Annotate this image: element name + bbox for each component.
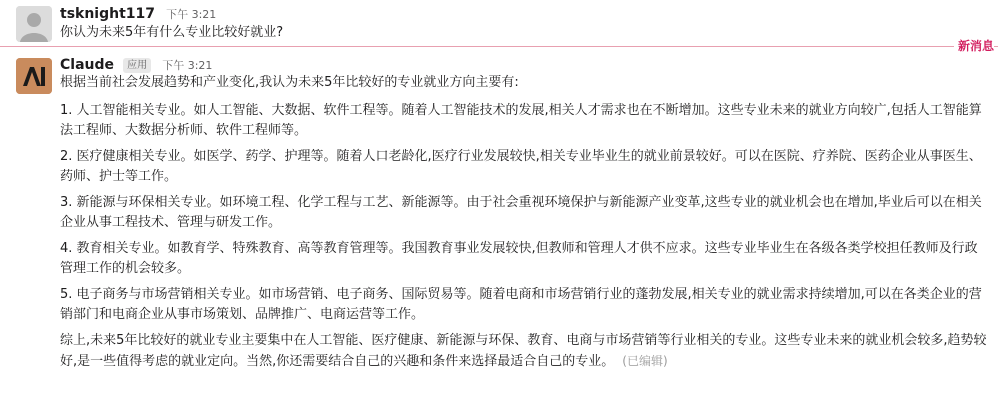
claude-avatar[interactable] xyxy=(16,58,52,94)
app-badge: 应用 xyxy=(123,58,151,73)
list-item: 5. 电子商务与市场营销相关专业。如市场营销、电子商务、国际贸易等。随着电商和市场营销行业的蓬勃发展,相关专业的就业需求持续增加,可以在各类企业的营销部门和电商企业从事市场策划、品牌推广、电商运营等工作。 xyxy=(60,287,982,322)
bot-message-body xyxy=(60,73,990,372)
user-message xyxy=(0,0,998,46)
bot-author-name[interactable]: Claude xyxy=(60,57,115,73)
new-messages-label: 新消息 xyxy=(954,39,994,53)
bot-message-conclusion xyxy=(60,331,990,372)
user-author-name[interactable]: tsknight117 xyxy=(60,6,156,22)
user-message-text: 你认为未来5年有什么专业比较好就业? xyxy=(60,25,284,40)
conclusion-text: 综上,未来5年比较好的就业专业主要集中在人工智能、医疗健康、新能源与环保、教育、电商与市场营销等行业相关的专业。这些专业未来的就业机会较多,趋势较好,是一些值得考虑的就业定向。当然,你还需要结合自己的兴趣和条件来选择最适合自己的专业。 xyxy=(60,333,987,369)
list-item: 4. 教育相关专业。如教育学、特殊教育、高等教育管理等。我国教育事业发展较快,但教师和管理人才供不应求。这些专业毕业生在各级各类学校担任教师及行政管理工作的机会较多。 xyxy=(60,241,978,276)
claude-logo-icon xyxy=(16,58,52,94)
user-avatar[interactable] xyxy=(16,6,52,42)
bot-message-intro: 根据当前社会发展趋势和产业变化,我认为未来5年比较好的专业就业方向主要有: xyxy=(60,75,519,90)
new-messages-divider xyxy=(0,46,998,47)
edited-label: (已编辑) xyxy=(622,354,668,368)
bot-message-time[interactable]: 下午 3:21 xyxy=(162,59,213,72)
list-item: 2. 医疗健康相关专业。如医学、药学、护理等。随着人口老龄化,医疗行业发展较快,相关专业毕业生的就业前景较好。可以在医院、疗养院、医药企业从事医生、药师、护士等工作。 xyxy=(60,149,982,184)
list-item: 1. 人工智能相关专业。如人工智能、大数据、软件工程等。随着人工智能技术的发展,相关人才需求也在不断增加。这些专业未来的就业方向较广,包括人工智能算法工程师、大数据分析师、软件工程师等。 xyxy=(60,103,982,138)
list-item: 3. 新能源与环保相关专业。如环境工程、化学工程与工艺、新能源等。由于社会重视环境保护与新能源产业变革,这些专业的就业机会也在增加,毕业后可以在相关企业从事工程技术、管理与研发工作。 xyxy=(60,195,982,230)
user-message-time[interactable]: 下午 3:21 xyxy=(166,8,217,21)
default-avatar-icon xyxy=(16,6,52,42)
